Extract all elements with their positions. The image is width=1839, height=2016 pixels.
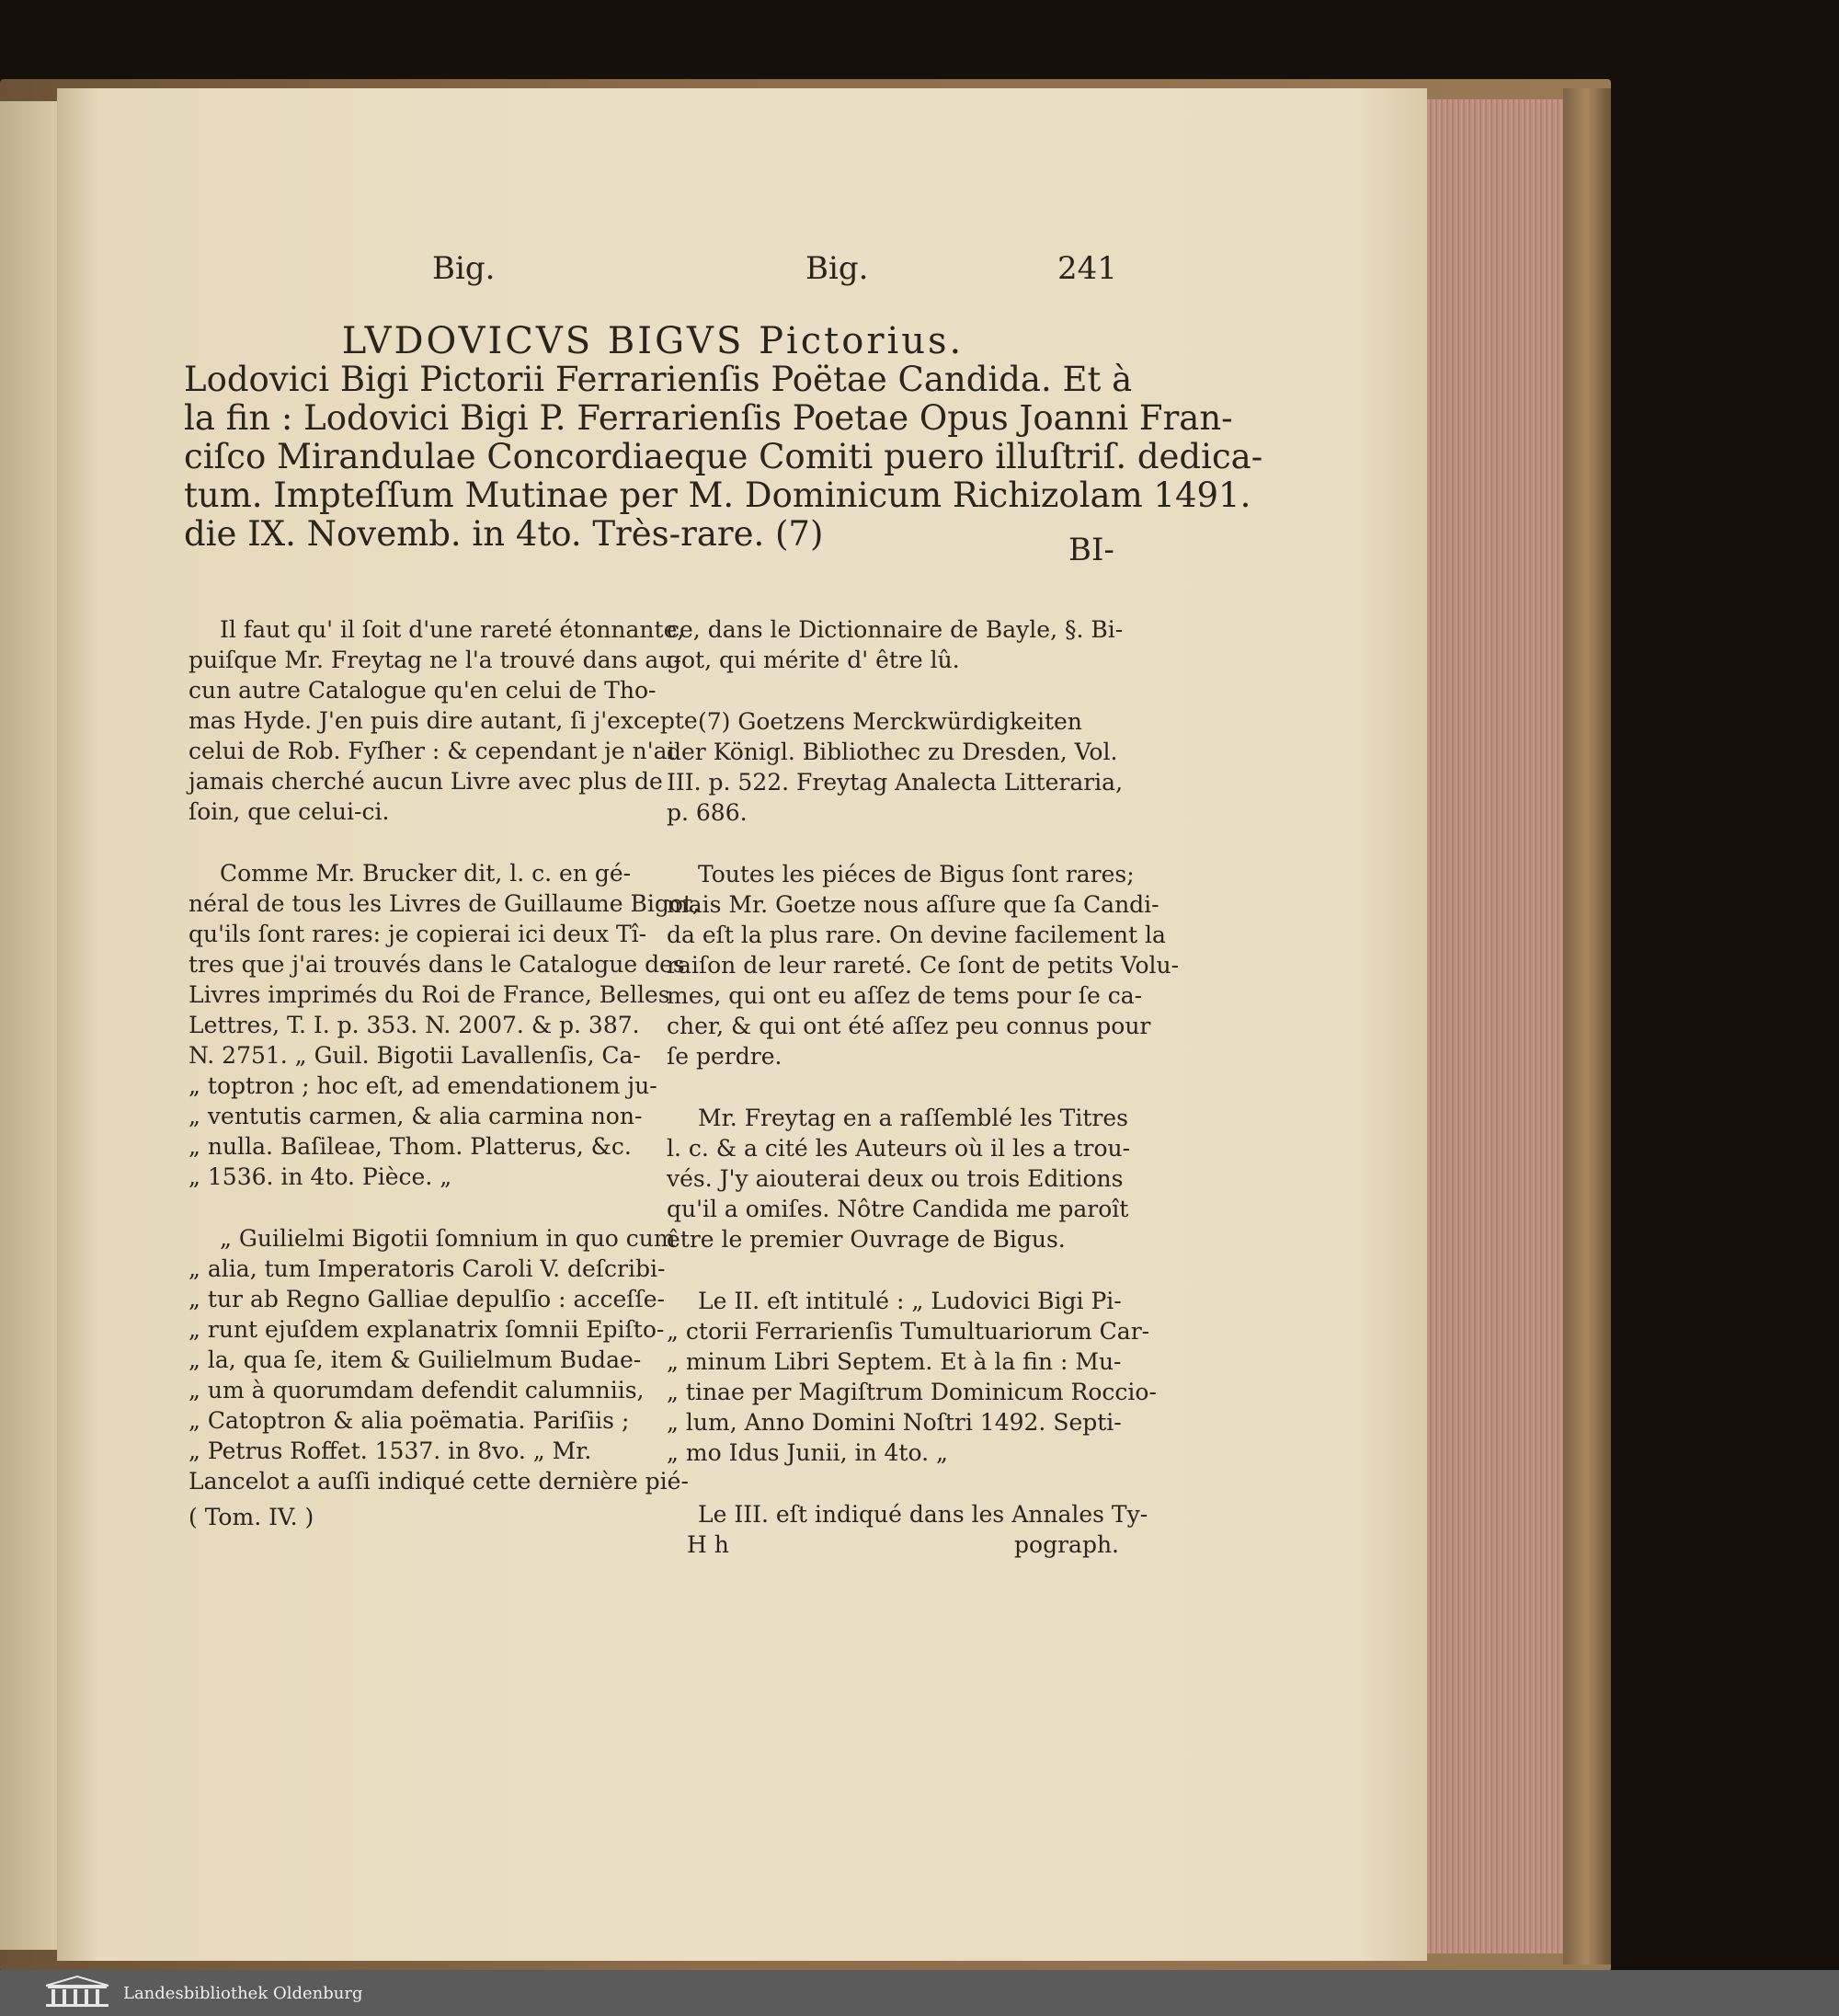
text-line: Toutes les piéces de Bigus ſont rares; — [698, 861, 1135, 888]
paragraph — [667, 859, 1180, 1071]
text-line: Le II. eſt intitulé : „ Ludovici Bigi Pi- — [698, 1288, 1122, 1314]
text-line: ce, dans le Dictionnaire de Bayle, §. Bi- — [667, 616, 1124, 643]
signature-mark: H h — [687, 1531, 729, 1558]
entry-title: LVDOVICVS BIGVS Pictorius. — [341, 320, 965, 362]
text-line: got, qui mérite d' être lû. — [667, 647, 960, 673]
page-foot — [667, 1529, 1119, 1560]
text-line: Mr. Freytag en a raſſemblé les Titres — [698, 1105, 1128, 1131]
paragraph — [667, 1286, 1157, 1468]
text-line: da eſt la plus rare. On devine facilement la — [667, 922, 1166, 948]
library-building-icon — [44, 1975, 110, 2011]
footnote — [667, 706, 1124, 828]
paragraph — [188, 1223, 689, 1496]
main-entry — [184, 360, 1263, 554]
text-line: „ ctorii Ferrarienſis Tumultuariorum Car- — [667, 1318, 1150, 1345]
main-entry-line: la fin : Lodovici Bigi P. Ferrarienſis Poetae Opus Joanni Fran- — [184, 398, 1233, 438]
text-line: qu'il a omiſes. Nôtre Candida me paroît — [667, 1196, 1129, 1222]
footer-bar — [0, 1970, 1839, 2016]
text-line: celui de Rob. Fyſher : & cependant je n'ai — [188, 738, 675, 764]
right-column — [667, 614, 1180, 1560]
text-line: Comme Mr. Brucker dit, l. c. en gé- — [220, 860, 632, 887]
text-line: ſe perdre. — [667, 1043, 782, 1070]
text-line: „ minum Libri Septem. Et à la fin : Mu- — [667, 1348, 1122, 1375]
text-line: Lettres, T. I. p. 353. N. 2007. & p. 387. — [188, 1012, 640, 1038]
text-line: mais Mr. Goetze nous aſſure que ſa Candi- — [667, 891, 1159, 918]
running-head-left: Big. — [432, 250, 496, 287]
text-line: „ nulla. Baſileae, Thom. Platterus, &c. — [188, 1133, 632, 1160]
paragraph — [667, 1103, 1131, 1254]
paragraph — [188, 858, 700, 1192]
text-line: „ toptron ; hoc eſt, ad emendationem ju- — [188, 1072, 657, 1099]
signature: ( Tom. IV. ) — [188, 1504, 314, 1530]
text-line: l. c. & a cité les Auteurs où il les a trou- — [667, 1135, 1131, 1162]
text-line: mes, qui ont eu aſſez de tems pour ſe ca- — [667, 982, 1143, 1009]
paragraph — [188, 614, 698, 827]
text-line: „ mo Idus Junii, in 4to. „ — [667, 1439, 948, 1466]
text-line: (7) Goetzens Merckwürdigkeiten — [698, 708, 1082, 735]
text-line: Il faut qu' il ſoit d'une rareté étonnante, — [220, 616, 685, 643]
text-line: „ 1536. in 4to. Pièce. „ — [188, 1163, 452, 1190]
text-line: „ runt ejuſdem explanatrix ſomnii Epiſto- — [188, 1316, 665, 1343]
text-line: être le premier Ouvrage de Bigus. — [667, 1226, 1066, 1253]
text-line: Lancelot a auſſi indiqué cette dernière pié- — [188, 1468, 689, 1495]
catchword: pograph. — [1014, 1531, 1119, 1558]
main-entry-line: tum. Impteſſum Mutinae per M. Dominicum Richizolam 1491. — [184, 475, 1251, 515]
text-line: „ alia, tum Imperatoris Caroli V. deſcribi- — [188, 1255, 666, 1282]
main-entry-line: die IX. Novemb. in 4to. Très-rare. (7) — [184, 514, 824, 554]
text-line: N. 2751. „ Guil. Bigotii Lavallenſis, Ca- — [188, 1042, 641, 1069]
text-line: der Königl. Bibliothec zu Dresden, Vol. — [667, 739, 1118, 765]
text-line: mas Hyde. J'en puis dire autant, ſi j'excepte — [188, 707, 698, 734]
page-number: 241 — [1057, 250, 1117, 287]
text-line: „ ventutis carmen, & alia carmina non- — [188, 1103, 643, 1129]
binding-edge — [1563, 88, 1611, 1964]
text-line: cher, & qui ont été aſſez peu connus pour — [667, 1013, 1151, 1039]
footer-label: Landesbibliothek Oldenburg — [123, 1983, 363, 2003]
text-line: „ Petrus Roffet. 1537. in 8vo. „ Mr. — [188, 1438, 592, 1464]
text-line: néral de tous les Livres de Guillaume Bigot, — [188, 890, 700, 917]
paragraph — [667, 1499, 1148, 1529]
left-column — [188, 614, 700, 1532]
main-entry-line: ciſco Mirandulae Concordiaeque Comiti puero illuſtriſ. dedica- — [184, 437, 1263, 476]
text-line: „ lum, Anno Domini Noſtri 1492. Septi- — [667, 1409, 1122, 1436]
text-line: „ tinae per Magiſtrum Dominicum Roccio- — [667, 1379, 1157, 1405]
page-block-edge — [1427, 99, 1565, 1953]
text-line: jamais cherché aucun Livre avec plus de — [188, 768, 663, 795]
text-line: Livres imprimés du Roi de France, Belles — [188, 981, 670, 1008]
text-line: „ Catoptron & alia poëmatia. Pariſiis ; — [188, 1407, 630, 1434]
left-page-leaf — [0, 101, 60, 1950]
text-line: ſoin, que celui-ci. — [188, 798, 390, 825]
text-line: Le III. eſt indiqué dans les Annales Ty- — [698, 1501, 1148, 1528]
text-line: raiſon de leur rareté. Ce ſont de petits Volu- — [667, 952, 1180, 979]
text-line: vés. J'y aiouterai deux ou trois Editions — [667, 1165, 1124, 1192]
main-entry-line: Lodovici Bigi Pictorii Ferrarienſis Poëtae Candida. Et à — [184, 360, 1133, 399]
catchword-top: BI- — [1068, 532, 1114, 568]
text-line: tres que j'ai trouvés dans le Catalogue des — [188, 951, 685, 978]
text-line: „ tur ab Regno Galliae depulſio : acceſſe- — [188, 1286, 665, 1312]
text-line: „ Guilielmi Bigotii ſomnium in quo cum — [220, 1225, 676, 1252]
running-head-center: Big. — [805, 250, 869, 287]
paragraph — [667, 614, 1124, 675]
text-line: puiſque Mr. Freytag ne l'a trouvé dans au- — [188, 647, 681, 673]
text-line: cun autre Catalogue qu'en celui de Tho- — [188, 677, 657, 704]
text-line: III. p. 522. Freytag Analecta Litteraria, — [667, 769, 1124, 796]
text-line: „ la, qua ſe, item & Guilielmum Budae- — [188, 1346, 642, 1373]
text-line: p. 686. — [667, 799, 748, 826]
text-line: qu'ils ſont rares: je copierai ici deux Tî- — [188, 921, 647, 947]
text-line: „ um à quorumdam defendit calumniis, — [188, 1377, 645, 1403]
